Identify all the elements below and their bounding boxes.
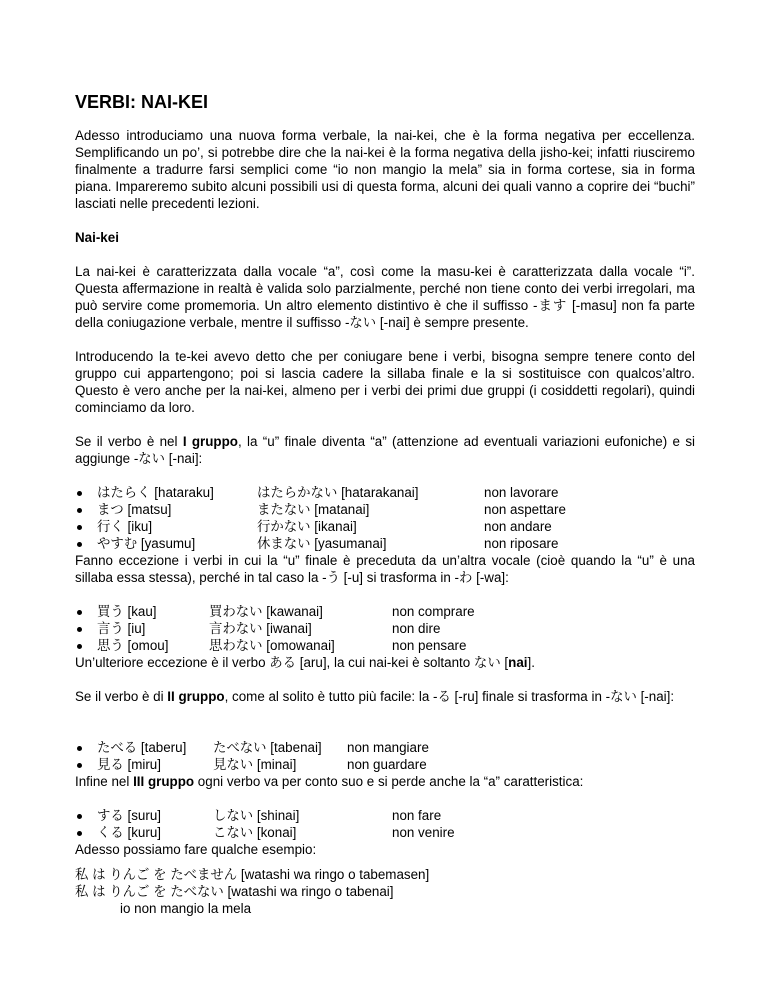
intro-paragraph: Adesso introduciamo una nuova forma verbale, la nai-kei, che è la forma negativa per eccellenza. Semplificando un po’, si potrebbe dire che la nai-kei è la forma negativa della jisho-kei; infatti riusciremo finalmente a tradurre farsi semplici come “io non mangio la mela” sia in forma cortese, sia in forma piana. Impareremo subito alcuni possibili usi di questa forma, alcuni dei quali vanno a coprire dei “buchi” lasciati nelle precedenti lezioni. — [75, 128, 695, 211]
example-sentence: 私 は りんご を たべない [watashi wa ringo o tabenai] — [75, 884, 394, 899]
examples-block — [75, 866, 695, 917]
list-item: はたらく [hataraku] はたらかない [hatarakanai] non lavorare — [75, 484, 695, 501]
group2-intro: Se il verbo è di II gruppo, come al solito è tutto più facile: la -る [-ru] finale si trasforma in -ない [-nai]: — [75, 689, 675, 704]
group1-intro: Se il verbo è nel I gruppo, la “u” finale diventa “a” (attenzione ad eventuali variazioni eufoniche) e si aggiunge -ない [-nai]: — [75, 434, 695, 466]
list-item: まつ [matsu] またない [matanai] non aspettare — [75, 501, 695, 518]
list-item: 買う [kau] 買わない [kawanai] non comprare — [75, 603, 695, 620]
exception1-verb-list — [75, 603, 695, 654]
group2-verb-list — [75, 739, 695, 773]
page-title: VERBI: NAI-KEI — [75, 92, 209, 112]
exception2-paragraph: Un’ulteriore eccezione è il verbo ある [aru], la cui nai-kei è soltanto ない [nai]. — [75, 655, 535, 670]
exception1-paragraph: Fanno eccezione i verbi in cui la “u” finale è preceduta da un’altra vocale (cioè quando la “u” è una sillaba essa stessa), perché in tal caso la -う [-u] si trasforma in -わ [-wa]: — [75, 553, 695, 585]
section-heading: Nai-kei — [75, 230, 119, 245]
example-translation: io non mangio la mela — [120, 901, 252, 916]
group3-verb-list — [75, 807, 695, 841]
example-sentence: 私 は りんご を たべません [watashi wa ringo o tabemasen] — [75, 867, 430, 882]
list-item: たべる [taberu] たべない [tabenai] non mangiare — [75, 739, 695, 756]
list-item: する [suru] しない [shinai] non fare — [75, 807, 695, 824]
list-item: 思う [omou] 思わない [omowanai] non pensare — [75, 637, 695, 654]
list-item: 見る [miru] 見ない [minai] non guardare — [75, 756, 695, 773]
group1-verb-list — [75, 484, 695, 552]
list-item: やすむ [yasumu] 休まない [yasumanai] non riposare — [75, 535, 695, 552]
groups-paragraph: Introducendo la te-kei avevo detto che per coniugare bene i verbi, bisogna sempre tenere conto del gruppo cui appartengono; poi si lascia cadere la sillaba finale e la si sostituisce con qualcos’altro. Questo è vero anche per la nai-kei, almeno per i verbi dei primi due gruppi (i cosiddetti regolari), quindi cominciamo da loro. — [75, 349, 695, 415]
list-item: くる [kuru] こない [konai] non venire — [75, 824, 695, 841]
list-item: 言う [iu] 言わない [iwanai] non dire — [75, 620, 695, 637]
list-item: 行く [iku] 行かない [ikanai] non andare — [75, 518, 695, 535]
group3-intro: Infine nel III gruppo ogni verbo va per conto suo e si perde anche la “a” caratteristica: — [75, 774, 584, 789]
examples-intro: Adesso possiamo fare qualche esempio: — [75, 842, 317, 857]
naikei-paragraph: La nai-kei è caratterizzata dalla vocale “a”, così come la masu-kei è caratterizzata dalla vocale “i”. Questa affermazione in realtà è valida solo parzialmente, perché non tiene conto dei verbi irregolari, ma può servire come promemoria. Un altro elemento distintivo è che il suffisso -ます [-masu] non fa parte della coniugazione verbale, mentre il suffisso -ない [-nai] è sempre presente. — [75, 264, 695, 330]
